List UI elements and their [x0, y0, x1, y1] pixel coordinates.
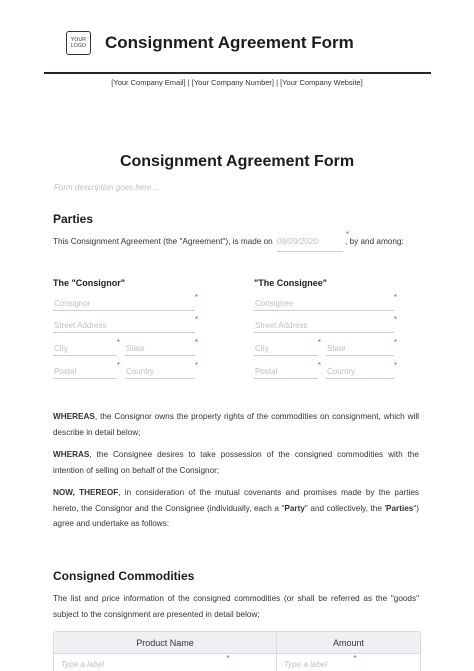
consignee-country-placeholder: Country [327, 367, 356, 376]
consignor-country-placeholder: Country [126, 367, 155, 376]
whereas-2-text: , the Consignee desires to take possession of the consigned commodities with the intention of selling on behalf of the Consignor; [53, 450, 419, 475]
consignor-postal-placeholder: Postal [54, 367, 77, 376]
column-header-product-name: Product Name [54, 632, 277, 653]
consignee-street-placeholder: Street Address [255, 321, 308, 330]
company-logo [66, 31, 91, 55]
now-thereof-label: NOW, THEREOF [53, 488, 119, 497]
required-marker: * [345, 230, 349, 239]
product-name-cell[interactable] [54, 654, 277, 671]
parties-intro [53, 230, 419, 252]
consignor-heading: The "Consignor" [53, 278, 126, 288]
consignor-name-field[interactable] [53, 293, 198, 311]
consignor-street-placeholder: Street Address [54, 321, 107, 330]
consignor-state-field[interactable] [125, 338, 198, 356]
consignor-street-field[interactable] [53, 315, 198, 333]
whereas-1-text: , the Consignor owns the property rights of the commodities on consignment, which will describe in detail below; [53, 412, 419, 437]
required-marker: * [226, 654, 230, 663]
parties-intro-text: This Consignment Agreement (the "Agreement"), is made on [53, 237, 273, 246]
agreement-date-value: 09/09/2020 [276, 237, 318, 246]
commodities-intro: The list and price information of the consigned commodities (or shall be referred as the "goods" subject to the consignment are presented in detail below; [53, 594, 419, 619]
required-marker: * [393, 338, 397, 347]
consignee-heading: "The Consignee" [254, 278, 328, 288]
header-title: Consignment Agreement Form [105, 33, 354, 52]
consignor-state-placeholder: State [126, 344, 145, 353]
commodities-table [53, 631, 421, 671]
product-name-placeholder: Type a label [61, 660, 104, 669]
now-thereof-text-3: ") agree and undertake as follows: [53, 503, 419, 528]
now-thereof-clause [53, 485, 419, 532]
consignor-name-placeholder: Consignor [54, 299, 91, 308]
amount-cell[interactable] [277, 654, 420, 671]
required-marker: * [317, 361, 321, 370]
consignee-city-placeholder: City [255, 344, 269, 353]
required-marker: * [194, 361, 198, 370]
column-header-amount: Amount [332, 637, 365, 648]
consignee-country-field[interactable] [326, 361, 397, 379]
parties-term: Parties [386, 503, 414, 513]
consignor-postal-field[interactable] [53, 361, 120, 379]
parties-intro-text-end: , by and among: [344, 237, 404, 246]
consignee-city-field[interactable] [254, 338, 321, 356]
consignee-name-placeholder: Consignee [255, 299, 294, 308]
consignee-name-field[interactable] [254, 293, 397, 311]
consignee-state-placeholder: State [327, 344, 346, 353]
amount-placeholder: Type a label [284, 660, 327, 669]
consignor-city-placeholder: City [54, 344, 68, 353]
required-marker: * [194, 293, 198, 302]
consignee-postal-placeholder: Postal [255, 367, 278, 376]
required-marker: * [393, 315, 397, 324]
now-thereof-text-2: " and collectively, the ' [304, 503, 387, 513]
whereas-clause-1 [53, 409, 419, 440]
now-thereof-text-1: , in consideration of the mutual covenants and promises made by the parties hereto, the Consignor and the Consignee (individually, each a " [53, 488, 419, 513]
form-description-field[interactable]: Form description goes here... [54, 183, 159, 192]
company-contact-line: [Your Company Email] | [Your Company Number] | [Your Company Website] [111, 78, 363, 87]
table-row [54, 654, 420, 671]
logo-text-line2: LOGO [70, 43, 87, 49]
required-marker: * [393, 293, 397, 302]
required-marker: * [317, 338, 321, 347]
agreement-date-field[interactable] [276, 230, 349, 252]
consignee-postal-field[interactable] [254, 361, 321, 379]
consignor-country-field[interactable] [125, 361, 198, 379]
whereas-2-label: WHERAS [53, 450, 90, 459]
logo-text-line1: YOUR [70, 37, 87, 43]
table-header [54, 632, 420, 654]
required-marker: * [393, 361, 397, 370]
whereas-clause-2 [53, 447, 419, 478]
party-term: Party [284, 503, 305, 513]
required-marker: * [194, 338, 198, 347]
header-divider [44, 72, 431, 74]
consignee-street-field[interactable] [254, 315, 397, 333]
consignee-state-field[interactable] [326, 338, 397, 356]
required-marker: * [194, 315, 198, 324]
form-title: Consignment Agreement Form [119, 153, 355, 170]
required-marker: * [353, 654, 357, 663]
required-marker: * [116, 361, 120, 370]
consignor-city-field[interactable] [53, 338, 120, 356]
parties-heading: Parties [53, 212, 94, 226]
required-marker: * [116, 338, 120, 347]
whereas-1-label: WHEREAS [53, 412, 95, 421]
commodities-heading: Consigned Commodities [53, 569, 195, 583]
